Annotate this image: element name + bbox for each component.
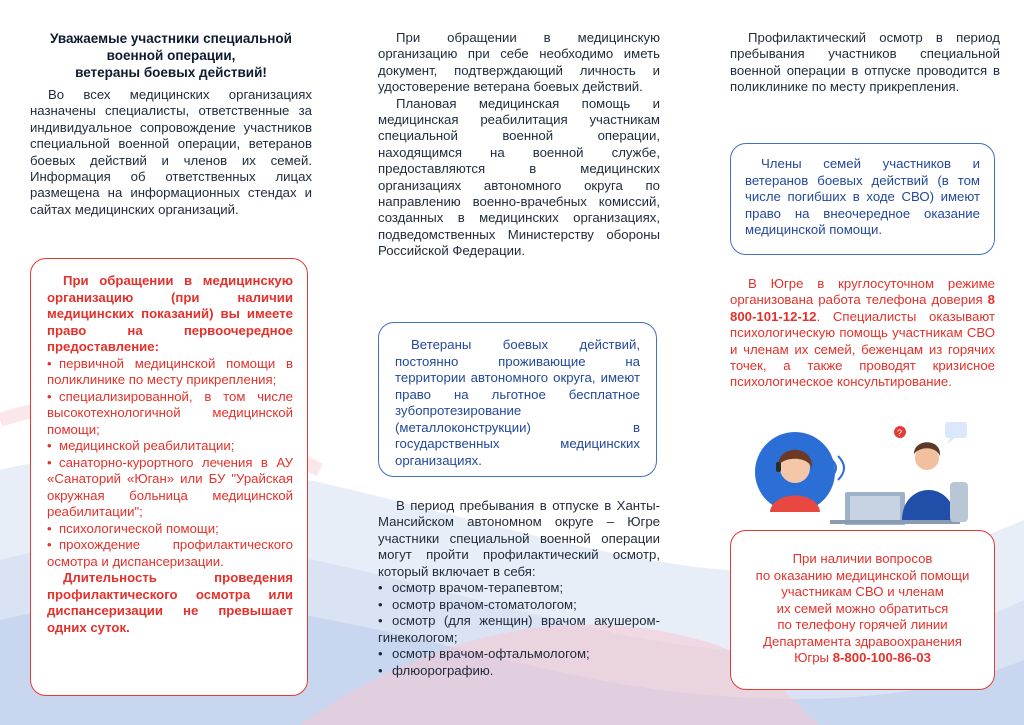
list-item: • флюорографию. <box>378 662 494 678</box>
dental-prosthetics-text: Ветераны боевых действий, постоянно проживающие на территории автономного округа, имеют право на льготное бесплатное зубопротезирование (металлоконструкции) в государственных медицинских организациях. <box>395 337 640 468</box>
hotline-line: При наличии вопросов <box>792 551 933 566</box>
list-item: • прохождение профилактического осмотра и диспансеризации. <box>47 537 293 569</box>
hotline-line: Департамента здравоохранения <box>763 633 962 649</box>
svg-text:?: ? <box>897 428 903 438</box>
helpline-section <box>730 276 995 391</box>
greeting-title-line: военной операции, <box>106 48 236 63</box>
checkup-list <box>378 580 660 679</box>
hotline-line: по телефону горячей линии <box>777 617 948 632</box>
greeting-title <box>30 30 312 81</box>
list-item: • первичной медицинской помощи в поликлинике по месту прикрепления; <box>47 355 293 387</box>
list-item: • санаторно-курортного лечения в АУ «Санаторий «Юган» или БУ "Урайская окружная больница медицинской реабилитации"; <box>47 454 293 519</box>
family-rights-text: Члены семей участников и ветеранов боевых действий (в том числе погибших в ходе СВО) имеют право на внеочередное оказание медицинской помощи. <box>745 156 980 237</box>
intro-paragraph: Во всех медицинских организациях назначены специалисты, ответственные за индивидуальное сопровождение участников специальной военной операции, ветеранов боевых действий и членов их семей. Информация об ответственных лицах размещена на информационных стендах и сайтах медицинских организаций. <box>30 87 312 217</box>
helpline-illustration <box>750 420 970 525</box>
helpline-text-start: В Югре в круглосуточном режиме организована работа телефона доверия <box>730 276 995 308</box>
planned-care-paragraph: Плановая медицинская помощь и медицинская реабилитация участникам специальной военной операции, находящимся на военной службе, предоставляются в медицинских организациях автономного округа по направлению военно-врачебных комиссий, созданных в медицинских организациях, подведомственных Министерству обороны Российской Федерации. <box>378 95 660 259</box>
list-item: • специализированной, в том числе высокотехнологичной медицинской помощи; <box>47 388 293 437</box>
hotline-last-line <box>741 650 984 667</box>
priority-rights-box <box>30 258 308 696</box>
priority-rights-list <box>47 356 293 571</box>
hotline-line: участникам СВО и членам <box>781 584 944 599</box>
list-item: • медицинской реабилитации; <box>47 438 235 453</box>
hotline-region: Югры <box>794 650 833 665</box>
family-rights-box <box>730 143 995 255</box>
dental-prosthetics-box <box>378 322 657 477</box>
greeting-title-line: Уважаемые участники специальной <box>50 31 292 46</box>
vacation-checkup-section <box>378 498 660 679</box>
hotline-line: их семей можно обратиться <box>776 600 949 616</box>
column-left <box>30 30 312 218</box>
priority-rights-lead: При обращении в медицинскую организацию (при наличии медицинских показаний) вы имеете право на первоочередное предоставление: <box>47 273 293 354</box>
vacation-checkup-paragraph: В период пребывания в отпуске в Ханты-Мансийском автономном округе – Югре участники специальной военной операции могут пройти профилактический осмотр, который включает в себя: <box>378 498 660 579</box>
hotline-line: по оказанию медицинской помощи <box>755 567 970 583</box>
column-middle <box>378 30 660 260</box>
list-item: • психологической помощи; <box>47 520 219 536</box>
helpline-paragraph <box>730 276 995 391</box>
helpline-phone[interactable]: 8 800-101-12-12 <box>730 292 995 324</box>
list-item: • осмотр (для женщин) врачом акушером-гинекологом; <box>378 613 660 645</box>
helpline-text-end: . Специалисты оказывают психологическую помощь участникам СВО и членам их семей, беженцам из горячих точек, а также проводят кризисное психологическое консультирование. <box>730 308 995 390</box>
checkup-location-paragraph: Профилактический осмотр в период пребывания участников специальной военной операции в отпуске проводится в поликлинике по месту прикрепления. <box>730 30 1000 95</box>
hotline-phone[interactable]: 8-800-100-86-03 <box>832 650 931 665</box>
hotline-box <box>730 530 995 690</box>
column-right <box>730 30 1000 96</box>
greeting-title-line: ветераны боевых действий! <box>75 65 267 80</box>
documents-paragraph: При обращении в медицинскую организацию при себе необходимо иметь документ, подтверждающий личность и удостоверение ветерана боевых действий. <box>378 30 660 95</box>
duration-note: Длительность проведения профилактического осмотра или диспансеризации не превышает одних суток. <box>47 570 293 635</box>
list-item: • осмотр врачом-стоматологом; <box>378 596 577 612</box>
list-item: • осмотр врачом-офтальмологом; <box>378 646 590 662</box>
list-item: • осмотр врачом-терапевтом; <box>378 580 564 596</box>
